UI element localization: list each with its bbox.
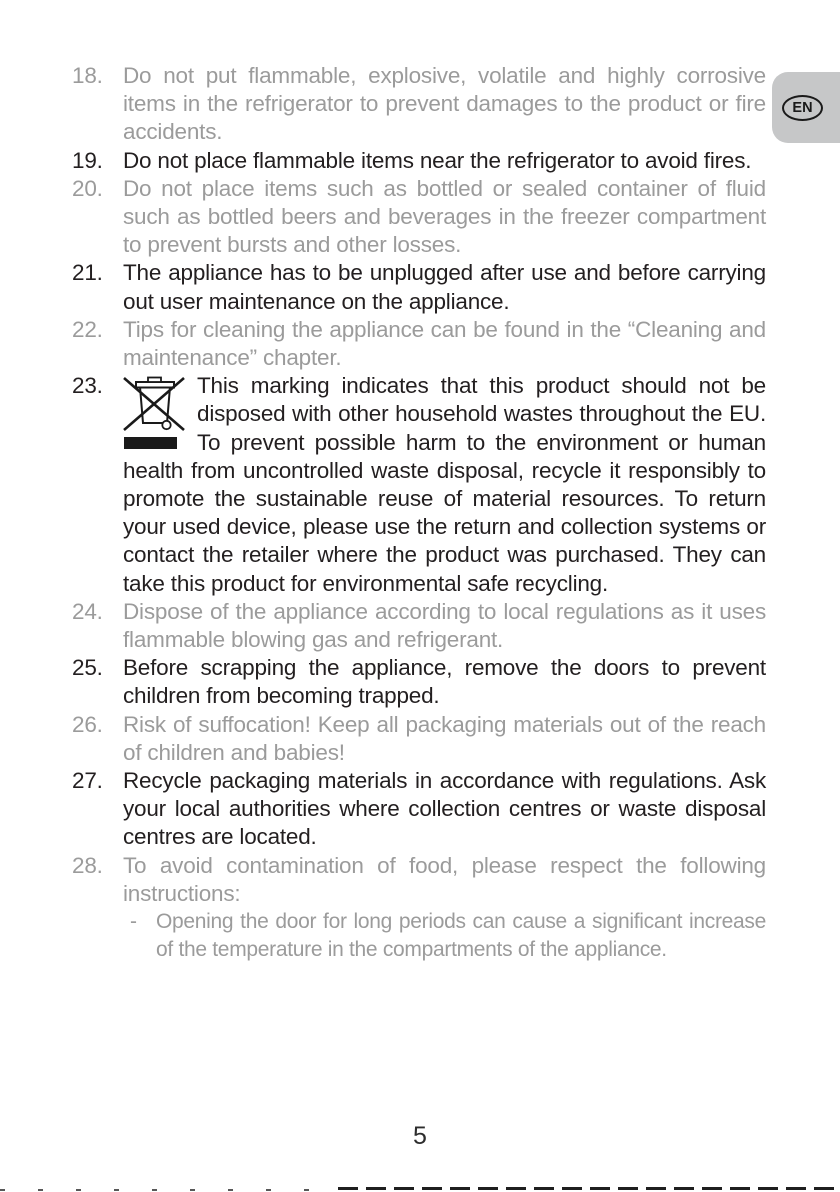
item-number: 24. (72, 598, 103, 624)
list-item-27 (72, 767, 766, 852)
list-item-20 (72, 175, 766, 260)
list-item-24 (72, 598, 766, 654)
list-item-21 (72, 259, 766, 315)
list-item-25 (72, 654, 766, 710)
item-text-wrap (123, 175, 766, 260)
dash-marker: - (130, 910, 137, 934)
item-text: Do not place flammable items near the refrigerator to avoid fires. (123, 147, 752, 173)
language-tab (772, 72, 840, 143)
list-item-26 (72, 711, 766, 767)
item-text: Before scrapping the appliance, remove the doors to prevent children from becoming trapped. (123, 655, 766, 709)
item-text-wrap (123, 711, 766, 767)
item-text: Do not put flammable, explosive, volatile and highly corrosive items in the refrigerator to prevent damages to the product or fire accidents. (123, 63, 766, 145)
weee-crossed-out-wheelie-bin-icon (123, 375, 191, 451)
list-item-18 (72, 62, 766, 147)
item-text: Risk of suffocation! Keep all packaging materials out of the reach of children and babies! (123, 711, 766, 765)
item-text: Dispose of the appliance according to local regulations as it uses flammable blowing gas and refrigerant. (123, 598, 766, 653)
item-text: To avoid contamination of food, please respect the following instructions: (123, 852, 766, 906)
language-badge-oval (782, 95, 823, 121)
item-text-wrap (123, 372, 766, 598)
scan-artifact-right (338, 1187, 840, 1190)
item-number: 19. (72, 147, 103, 173)
list-item-28 (72, 852, 766, 965)
item-text: Do not place items such as bottled or sealed container of fluid such as bottled beers and beverages in the freezer compartment to prevent bursts and other losses. (123, 175, 766, 258)
list-item-22 (72, 316, 766, 372)
item-text: This marking indicates that this product should not be disposed with other household wastes throughout the EU. To prevent possible harm to the environment or human health from uncontrolled waste disposal, recycle it responsibly to promote the sustainable reuse of material resources. To return your used device, please use the return and collection systems or contact the retailer where the product was purchased. They can take this product for environmental safe recycling. (123, 373, 766, 596)
list-item-19 (72, 147, 766, 175)
item-number: 26. (72, 711, 103, 737)
item-number: 18. (72, 63, 103, 88)
item-text-wrap (123, 767, 766, 852)
item-number: 23. (72, 373, 103, 399)
item-number: 27. (72, 768, 103, 794)
language-badge-label: EN (792, 99, 813, 116)
item-text: Recycle packaging materials in accordance with regulations. Ask your local authorities where collection centres or waste disposal centres are located. (123, 768, 766, 850)
item-text-wrap (123, 598, 766, 654)
item-text-wrap (123, 259, 766, 315)
item-text-wrap (123, 62, 766, 147)
safety-instructions-list (72, 62, 766, 965)
item-number: 22. (72, 316, 103, 342)
sub-item-text: Opening the door for long periods can cause a significant increase of the temperature in the compartments of the appliance. (156, 910, 766, 962)
item-number: 21. (72, 260, 103, 286)
item-text: The appliance has to be unplugged after use and before carrying out user maintenance on the appliance. (123, 260, 766, 314)
item-text-wrap (123, 316, 766, 372)
item-number: 20. (72, 175, 103, 201)
scan-artifact-left (0, 1189, 330, 1191)
list-item-23 (72, 372, 766, 598)
item-text: Tips for cleaning the appliance can be found in the “Cleaning and maintenance” chapter. (123, 316, 766, 371)
item-number: 25. (72, 655, 103, 681)
item-number: 28. (72, 852, 103, 878)
item-text-wrap (123, 654, 766, 710)
item-text-wrap (123, 852, 766, 965)
sub-list-item (123, 908, 766, 964)
item-text-wrap (123, 147, 766, 175)
page-number: 5 (413, 1122, 427, 1150)
